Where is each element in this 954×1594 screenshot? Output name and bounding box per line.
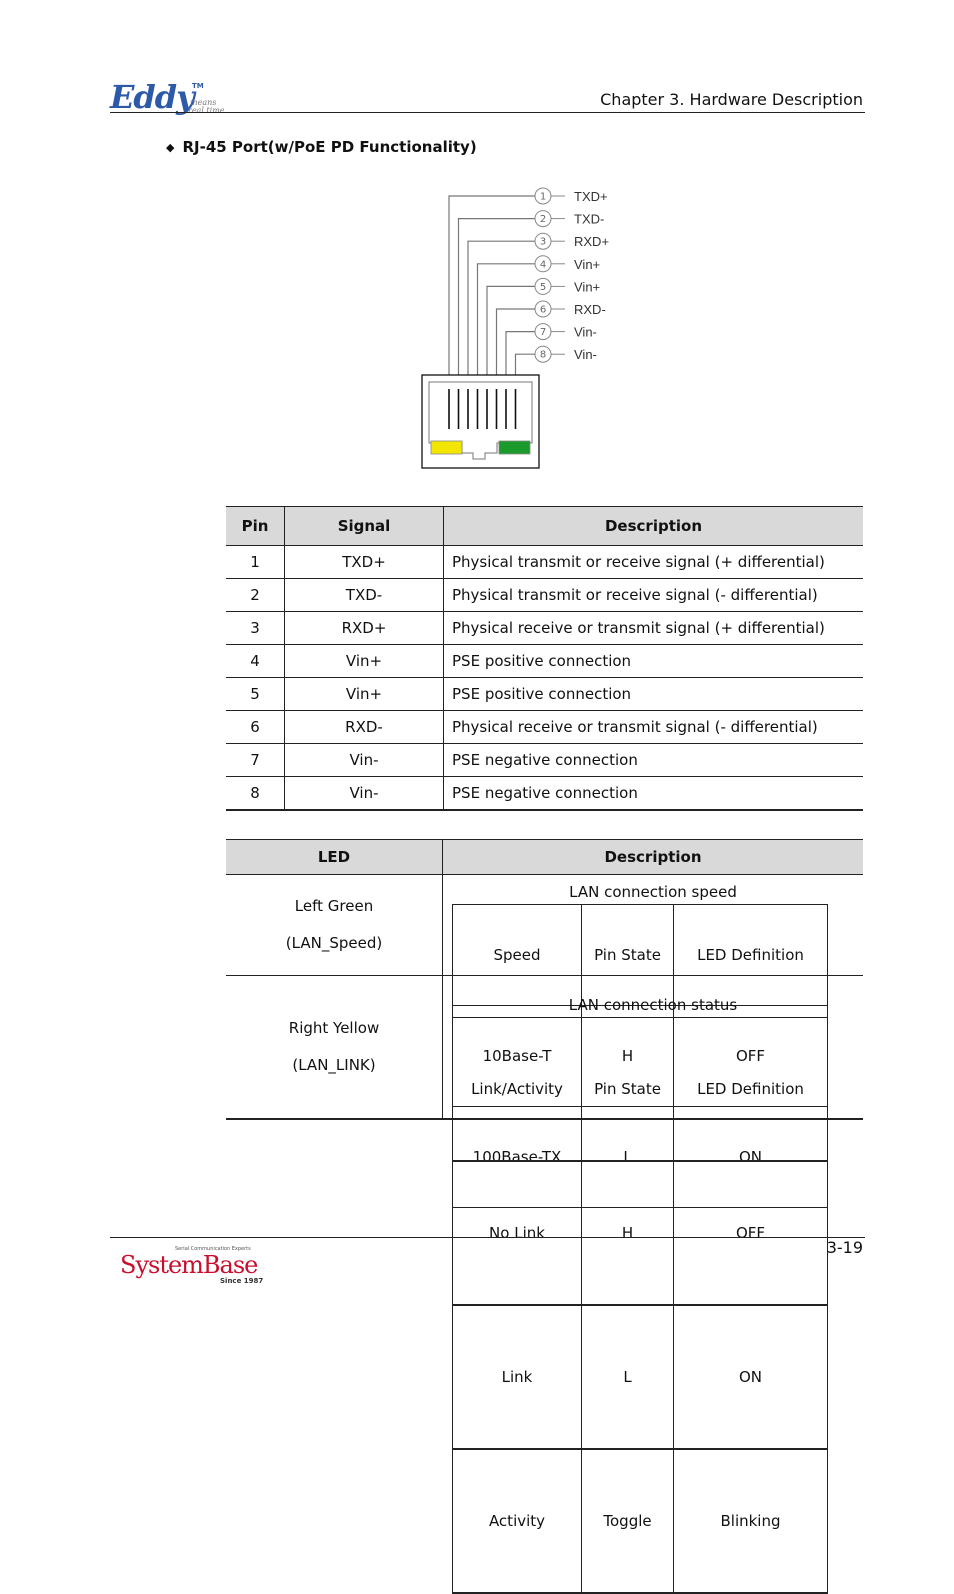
pin-cell: 1 [226, 546, 285, 579]
description-cell: PSE positive connection [444, 645, 864, 678]
sub-cell: ON [674, 1107, 828, 1208]
systembase-logo-since: Since 1987 [220, 1277, 264, 1285]
pin-wire [487, 286, 535, 375]
diamond-bullet-icon: ◆ [166, 141, 175, 154]
systembase-logo-tagline: Serial Communication Experts [175, 1246, 251, 1252]
signal-cell: TXD- [285, 579, 444, 612]
table-row [226, 976, 863, 1120]
pin-signal-label: RXD+ [574, 234, 610, 250]
sub-cell: L [582, 1305, 674, 1449]
section-title-text: RJ-45 Port(w/PoE PD Functionality) [182, 138, 477, 156]
header-divider [110, 112, 865, 113]
sub-cell: 100Base-TX [453, 1107, 582, 1208]
table-row [226, 711, 863, 744]
description-cell: PSE positive connection [444, 678, 864, 711]
signal-cell: Vin- [285, 744, 444, 777]
sub-cell: Blinking [674, 1449, 828, 1593]
sub-header-cell: LED Definition [674, 1018, 828, 1162]
pin-wire [506, 332, 535, 375]
eddy-logo-tagline-1: means [190, 98, 217, 107]
pin-signal-table [226, 506, 863, 811]
eddy-logo-text: Eddy [110, 78, 194, 116]
led-table-header-description: Description [443, 840, 864, 875]
led-name-cell [226, 875, 443, 976]
pin-table-header-pin: Pin [226, 507, 285, 546]
pin-signal-label: RXD- [574, 302, 606, 317]
description-cell: Physical transmit or receive signal (- differential) [444, 579, 864, 612]
rj45-jack [422, 375, 539, 468]
pin-number: 5 [539, 281, 547, 293]
description-cell: Physical receive or transmit signal (- differential) [444, 711, 864, 744]
link-sub-table [452, 1017, 828, 1594]
pin-signal-label: TXD+ [574, 189, 608, 204]
pin-wires [449, 196, 535, 375]
table-row [226, 777, 863, 811]
led-name: Left Green [294, 897, 374, 915]
pin-signal-label: Vin+ [574, 279, 601, 295]
led-table-header-led: LED [226, 840, 443, 875]
pin-labels [535, 188, 609, 362]
sub-header-cell: Link/Activity [453, 1018, 582, 1162]
sub-header-cell: Pin State [582, 1018, 674, 1162]
signal-cell: RXD+ [285, 612, 444, 645]
sub-cell: OFF [674, 1006, 828, 1107]
led-name-cell [226, 976, 443, 1120]
sub-cell: L [582, 1107, 674, 1208]
pin-signal-label: Vin+ [574, 256, 601, 272]
pin-cell: 7 [226, 744, 285, 777]
pin-cell: 2 [226, 579, 285, 612]
chapter-title: Chapter 3. Hardware Description [600, 90, 863, 109]
rj45-pinout-diagram [415, 183, 635, 475]
pin-cell: 4 [226, 645, 285, 678]
sub-table-row [453, 1449, 828, 1593]
pin-table-header-signal: Signal [285, 507, 444, 546]
sub-table-caption: LAN connection status [568, 996, 738, 1014]
description-cell: PSE negative connection [444, 777, 864, 811]
pin-number: 3 [539, 236, 547, 248]
table-row [226, 875, 863, 976]
pin-cell: 8 [226, 777, 285, 811]
signal-cell: Vin- [285, 777, 444, 811]
description-cell: PSE negative connection [444, 744, 864, 777]
sub-table-row [453, 1305, 828, 1449]
pin-signal-label: Vin- [574, 347, 597, 363]
pin-cell: 6 [226, 711, 285, 744]
description-cell: Physical receive or transmit signal (+ differential) [444, 612, 864, 645]
led-signal: (LAN_Speed) [285, 934, 383, 952]
led-signal: (LAN_LINK) [292, 1056, 376, 1074]
signal-cell: Vin+ [285, 678, 444, 711]
sub-cell: H [582, 1161, 674, 1305]
systembase-logo-text: SystemBase [120, 1251, 258, 1279]
signal-cell: RXD- [285, 711, 444, 744]
sub-cell: No Link [453, 1161, 582, 1305]
page-number: 3-19 [826, 1238, 863, 1257]
sub-header-cell: Speed [453, 905, 582, 1006]
sub-cell: 10Base-T [453, 1006, 582, 1107]
sub-header-cell: LED Definition [674, 905, 828, 1006]
table-row [226, 645, 863, 678]
pin-wire [516, 354, 536, 375]
pin-signal-label: TXD- [574, 211, 605, 227]
sub-cell: Activity [453, 1449, 582, 1593]
signal-cell: Vin+ [285, 645, 444, 678]
eddy-logo-tagline-2: real time [188, 106, 225, 115]
table-row [226, 546, 863, 579]
pin-number: 6 [539, 304, 547, 316]
sub-cell: OFF [674, 1161, 828, 1305]
sub-header-cell: Pin State [582, 905, 674, 1006]
section-title [166, 138, 477, 156]
systembase-logo [120, 1246, 265, 1286]
sub-cell: ON [674, 1305, 828, 1449]
sub-cell: Link [453, 1305, 582, 1449]
pin-number: 1 [539, 191, 547, 203]
eddy-logo-tm: TM [192, 82, 204, 90]
signal-cell: TXD+ [285, 546, 444, 579]
led-name: Right Yellow [288, 1019, 380, 1037]
table-row [226, 744, 863, 777]
sub-cell: H [582, 1006, 674, 1107]
pin-number: 8 [539, 349, 547, 361]
footer-divider [110, 1237, 865, 1238]
sub-table-caption: LAN connection speed [569, 883, 737, 901]
table-row [226, 612, 863, 645]
sub-table-header-row [453, 1018, 828, 1162]
description-cell: Physical transmit or receive signal (+ differential) [444, 546, 864, 579]
table-row [226, 579, 863, 612]
pin-cell: 3 [226, 612, 285, 645]
pin-wire [449, 196, 535, 375]
sub-cell: Toggle [582, 1449, 674, 1593]
table-row [226, 678, 863, 711]
pin-number: 7 [539, 327, 547, 339]
left-led-indicator [431, 441, 462, 454]
sub-table-row [453, 1161, 828, 1305]
pin-number: 2 [539, 214, 547, 226]
pin-signal-label: Vin- [574, 324, 597, 340]
right-led-indicator [499, 441, 530, 454]
pin-number: 4 [539, 259, 547, 271]
pin-cell: 5 [226, 678, 285, 711]
pin-table-header-description: Description [444, 507, 864, 546]
